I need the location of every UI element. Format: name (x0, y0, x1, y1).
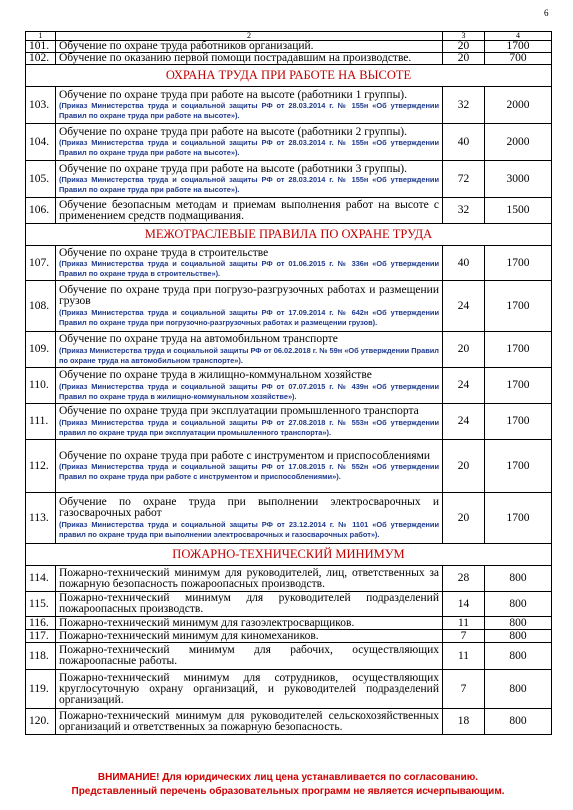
hours-value: 20 (443, 53, 485, 65)
price-value: 800 (485, 643, 552, 670)
table-row (26, 592, 552, 617)
price-table (25, 31, 552, 735)
section-heading-row (26, 224, 552, 246)
program-title: Обучение по охране труда в жилищно-коммунальном хозяйстве (59, 369, 372, 382)
section-heading: ПОЖАРНО-ТЕХНИЧЕСКИЙ МИНИМУМ (26, 544, 552, 566)
legal-reference: (Приказ Министерства труда и социальной защиты РФ от 07.07.2015 г. № 439н «Об утверждении Правил по охране труда в жилищно-коммунальном хозяйстве»). (59, 381, 439, 401)
program-title: Пожарно-технический минимум для руководителей сельскохозяйственных организаций и ответственных за пожарную безопасность. (59, 709, 439, 733)
price-value: 1700 (485, 332, 552, 368)
price-value: 800 (485, 670, 552, 709)
table-row (26, 281, 552, 332)
program-title: Обучение по охране труда на автомобильном транспорте (59, 333, 338, 346)
program-title: Обучение по охране труда в строительстве (59, 246, 269, 259)
price-value: 800 (485, 709, 552, 735)
row-number: 109. (26, 332, 56, 368)
table-row (26, 368, 552, 404)
program-description (56, 670, 443, 709)
program-title: Пожарно-технический минимум для рабочих, осуществляющих пожароопасные работы. (59, 644, 439, 668)
price-value: 2000 (485, 124, 552, 161)
hours-value: 72 (443, 161, 485, 198)
price-value: 3000 (485, 161, 552, 198)
table-row (26, 493, 552, 544)
price-value: 800 (485, 630, 552, 643)
row-number: 118. (26, 643, 56, 670)
table-row (26, 404, 552, 440)
hours-value: 28 (443, 566, 485, 592)
section-heading: МЕЖОТРАСЛЕВЫЕ ПРАВИЛА ПО ОХРАНЕ ТРУДА (26, 224, 552, 246)
row-number: 119. (26, 670, 56, 709)
hours-value: 7 (443, 630, 485, 643)
price-value: 1700 (485, 493, 552, 544)
price-value: 1700 (485, 246, 552, 281)
program-title: Обучение по охране труда при работе на высоте (работники 1 группы). (59, 88, 407, 101)
program-description (56, 617, 443, 630)
table-row (26, 566, 552, 592)
row-number: 113. (26, 493, 56, 544)
hours-value: 20 (443, 440, 485, 493)
legal-reference: (Приказ Министерства труда и социальной защиты РФ от 27.08.2018 г. № 553н «Об утверждении правил по охране труда при эксплуатации промышленного транспорта»). (59, 417, 439, 437)
program-title: Обучение по охране труда при эксплуатации промышленного транспорта (59, 405, 419, 418)
program-description (56, 566, 443, 592)
price-value: 1700 (485, 440, 552, 493)
hours-value: 40 (443, 246, 485, 281)
program-title: Обучение по охране труда при погрузо-разгрузочных работах и размещении грузов (59, 284, 439, 308)
table-row (26, 198, 552, 224)
table-row (26, 332, 552, 368)
program-title: Обучение по охране труда при работе на высоте (работники 3 группы). (59, 162, 407, 175)
program-description (56, 332, 443, 368)
table-row (26, 630, 552, 643)
column-number: 2 (56, 32, 443, 41)
row-number: 108. (26, 281, 56, 332)
price-value: 800 (485, 566, 552, 592)
program-description (56, 643, 443, 670)
program-title: Обучение по охране труда при выполнении электросварочных и газосварочных работ (59, 496, 439, 520)
price-value: 800 (485, 617, 552, 630)
table-row (26, 617, 552, 630)
column-number: 1 (26, 32, 56, 41)
table-row (26, 53, 552, 65)
price-table-body (26, 32, 552, 735)
row-number: 106. (26, 198, 56, 224)
hours-value: 20 (443, 41, 485, 53)
hours-value: 24 (443, 404, 485, 440)
row-number: 103. (26, 87, 56, 124)
program-title: Обучение по охране труда при работе с инструментом и приспособлениями (59, 449, 431, 462)
price-value: 1700 (485, 281, 552, 332)
legal-reference: (Приказ Министерства труда и социальной защиты РФ от 28.03.2014 г. № 155н «Об утверждении Правил по охране труда при работе на высоте»). (59, 101, 439, 120)
price-value: 700 (485, 53, 552, 65)
table-row (26, 709, 552, 735)
section-heading: ОХРАНА ТРУДА ПРИ РАБОТЕ НА ВЫСОТЕ (26, 65, 552, 87)
table-row (26, 440, 552, 493)
program-description (56, 41, 443, 53)
program-description (56, 493, 443, 544)
program-title: Пожарно-технический минимум для газоэлектросварщиков. (59, 616, 355, 629)
legal-reference: (Приказ Министерства труда и социальной защиты РФ от 17.09.2014 г. № 642н «Об утверждении Правил по охране труда при погрузочно-разгрузочных работах и размещении грузов). (59, 307, 439, 327)
program-description (56, 87, 443, 124)
program-description (56, 440, 443, 493)
row-number: 111. (26, 404, 56, 440)
legal-reference: (Приказ Министерства труда и социальной защиты РФ от 28.03.2014 г. № 155н «Об утверждении Правил по охране труда при работе на высоте»). (59, 175, 439, 194)
program-title: Обучение по охране труда при работе на высоте (работники 2 группы). (59, 125, 407, 138)
row-number: 104. (26, 124, 56, 161)
page-number: 6 (544, 8, 549, 18)
legal-reference: (Приказ Министерства труда и социальной защиты РФ от 01.06.2015 г. № 336н «Об утверждении Правил по охране труда в строительстве»). (59, 259, 439, 278)
program-description (56, 198, 443, 224)
price-value: 1700 (485, 404, 552, 440)
hours-value: 24 (443, 281, 485, 332)
program-description (56, 592, 443, 617)
column-number: 3 (443, 32, 485, 41)
program-title: Пожарно-технический минимум для киномехаников. (59, 629, 319, 642)
table-row (26, 124, 552, 161)
price-value: 2000 (485, 87, 552, 124)
row-number: 114. (26, 566, 56, 592)
hours-value: 7 (443, 670, 485, 709)
hours-value: 14 (443, 592, 485, 617)
hours-value: 20 (443, 332, 485, 368)
legal-reference: (Приказ Министерства труда и социальной защиты РФ от 23.12.2014 г. № 1101 «Об утверждении правил по охране труда при выполнении электросварочных и газосварочных работ»). (59, 519, 439, 539)
price-value: 800 (485, 592, 552, 617)
hours-value: 24 (443, 368, 485, 404)
program-title: Обучение безопасным методам и приемам выполнения работ на высоте с применением средств подмащивания. (59, 198, 439, 222)
hours-value: 11 (443, 643, 485, 670)
row-number: 117. (26, 630, 56, 643)
program-description (56, 161, 443, 198)
row-number: 105. (26, 161, 56, 198)
notice (25, 771, 551, 799)
program-title: Пожарно-технический минимум для руководителей, лиц, ответственных за пожарную безопасность пожароопасных производств. (59, 566, 439, 590)
section-heading-row (26, 544, 552, 566)
hours-value: 32 (443, 87, 485, 124)
hours-value: 11 (443, 617, 485, 630)
row-number: 107. (26, 246, 56, 281)
row-number: 120. (26, 709, 56, 735)
table-row (26, 670, 552, 709)
legal-reference: (Приказ Министерства труда и социальной защиты РФ от 28.03.2014 г. № 155н «Об утверждении Правил по охране труда при работе на высоте»). (59, 138, 439, 157)
table-row (26, 41, 552, 53)
legal-reference: (Приказ Министерства труда и социальной защиты РФ от 17.08.2015 г. № 552н «Об утверждении Правил по охране труда при работе с инструментом и приспособлениями»). (59, 462, 439, 481)
row-number: 116. (26, 617, 56, 630)
program-description (56, 630, 443, 643)
program-title: Пожарно-технический минимум для руководителей подразделений пожароопасных производств. (59, 592, 439, 616)
hours-value: 18 (443, 709, 485, 735)
table-row (26, 643, 552, 670)
program-title: Обучение по оказанию первой помощи пострадавшим на производстве. (59, 52, 412, 65)
program-description (56, 281, 443, 332)
table-row (26, 246, 552, 281)
program-description (56, 404, 443, 440)
row-number: 115. (26, 592, 56, 617)
row-number: 101. (26, 41, 56, 53)
hours-value: 32 (443, 198, 485, 224)
hours-value: 20 (443, 493, 485, 544)
row-number: 102. (26, 53, 56, 65)
program-title: Пожарно-технический минимум для сотрудников, осуществляющих круглосуточную охрану организаций, и руководителей подразделений организаций. (59, 671, 439, 706)
program-title: Обучение по охране труда работников организаций. (59, 40, 314, 52)
column-number: 4 (485, 32, 552, 41)
program-description (56, 368, 443, 404)
table-row (26, 87, 552, 124)
price-value: 1700 (485, 41, 552, 53)
notice-line-list: Представленный перечень образовательных программ не является исчерпывающим. (71, 786, 505, 797)
notice-line-price: ВНИМАНИЕ! Для юридических лиц цена устанавливается по согласованию. (97, 772, 479, 783)
program-description (56, 246, 443, 281)
price-value: 1500 (485, 198, 552, 224)
hours-value: 40 (443, 124, 485, 161)
legal-reference: (Приказ Министерства труда и социальной защиты РФ от 06.02.2018 г. № 59н «Об утверждении Правил по охране труда на автомобильном транспорте»). (59, 345, 439, 365)
price-value: 1700 (485, 368, 552, 404)
program-description (56, 53, 443, 65)
program-description (56, 124, 443, 161)
row-number: 112. (26, 440, 56, 493)
program-description (56, 709, 443, 735)
section-heading-row (26, 65, 552, 87)
table-row (26, 161, 552, 198)
row-number: 110. (26, 368, 56, 404)
